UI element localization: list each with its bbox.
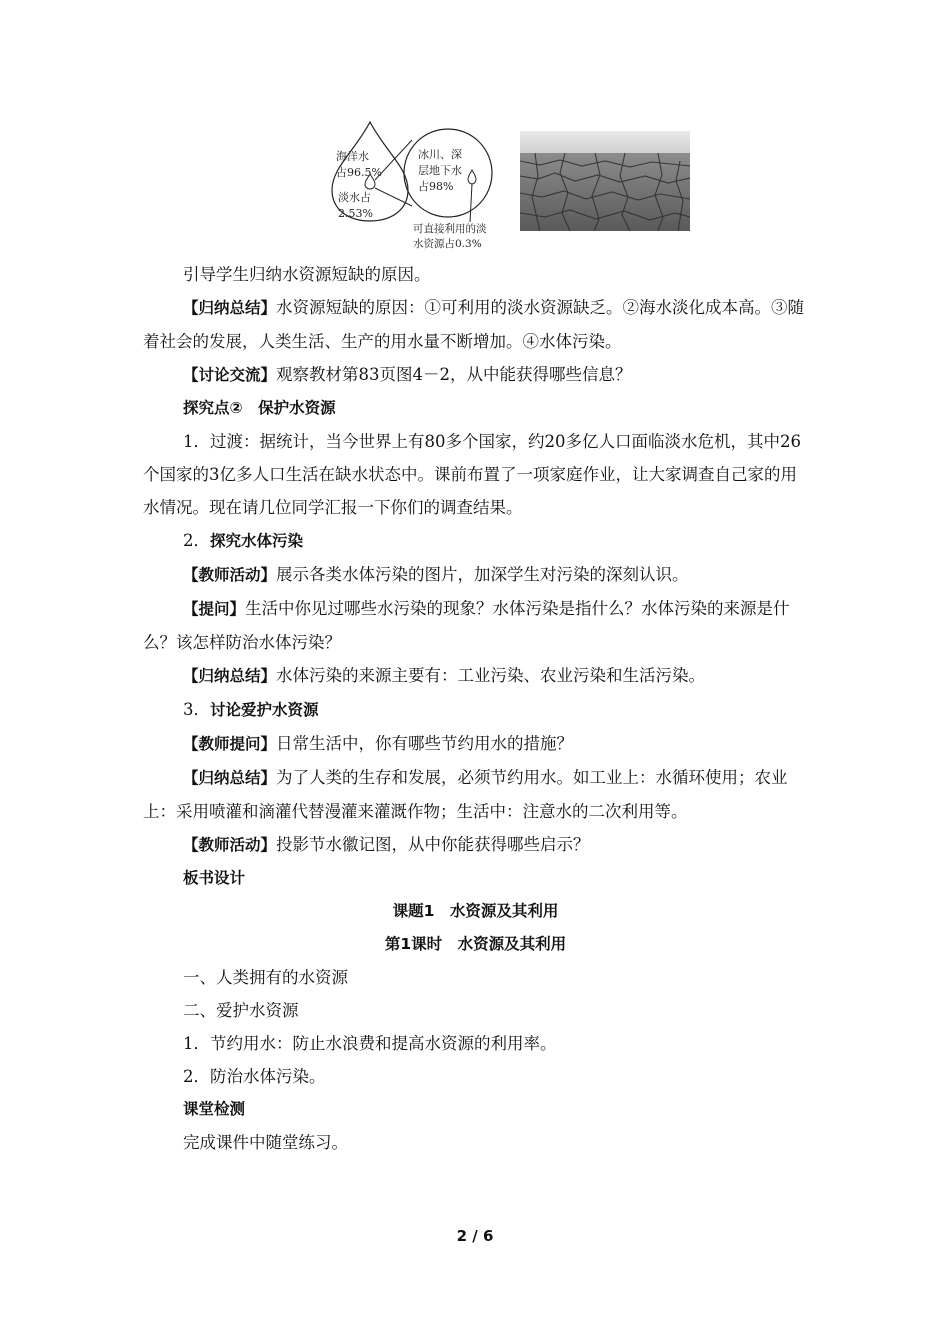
board-item-4: 2．防治水体污染。 (183, 1067, 326, 1086)
paragraph-teacher-activity (143, 558, 808, 592)
subheading-care-water (143, 693, 808, 727)
circle-label-2: 层地下水 (418, 164, 462, 177)
connector-line-bottom (375, 188, 412, 206)
subheading-water-pollution (143, 524, 808, 558)
circle-label-1: 冰川、深 (418, 148, 462, 161)
subheading-number: 3． (183, 700, 210, 719)
paragraph-discussion (143, 358, 808, 392)
tag-label: 【教师提问】 (183, 735, 277, 753)
section-heading-protect-water: 探究点② 保护水资源 (183, 399, 336, 417)
caption-line-2: 水资源占0.3% (413, 238, 482, 250)
subheading-text: 讨论爱护水资源 (210, 701, 319, 719)
section-heading-board-design: 板书设计 (183, 869, 246, 887)
paragraph-class-check: 完成课件中随堂练习。 (183, 1133, 348, 1152)
board-item-2: 二、爱护水资源 (183, 1001, 299, 1020)
circle-label-3: 占98% (418, 180, 454, 193)
subheading-number: 2． (183, 531, 210, 550)
paragraph-text: 水资源短缺的原因：①可利用的淡水资源缺乏。②海水淡化成本高。③随着社会的发展，人类生活、生产的用水量不断增加。④水体污染。 (143, 298, 805, 351)
paragraph-text: 展示各类水体污染的图片，加深学生对污染的深刻认识。 (276, 565, 689, 584)
paragraph-text: 为了人类的生存和发展，必须节约用水。如工业上：水循环使用；农业上：采用喷灌和滴灌代替漫灌来灌溉作物；生活中：注意水的二次利用等。 (143, 768, 788, 821)
drop-small-label-1: 淡水占 (338, 191, 371, 204)
caption-line-1: 可直接利用的淡 (413, 223, 487, 235)
tag-label: 【归纳总结】 (183, 667, 277, 685)
water-distribution-figure (330, 118, 700, 258)
paragraph-summary-shortage (143, 291, 808, 358)
subheading-text: 探究水体污染 (210, 532, 304, 550)
tag-label: 【归纳总结】 (183, 299, 277, 317)
paragraph-text: 日常生活中，你有哪些节约用水的措施？ (276, 734, 574, 753)
paragraph-text: 观察教材第83页图4－2，从中能获得哪些信息？ (276, 365, 632, 384)
drop-small-label-2: 2.53% (338, 207, 373, 220)
paragraph-question (143, 592, 808, 659)
dry-cracked-land-photo (520, 131, 690, 231)
tag-label: 【提问】 (183, 600, 246, 618)
paragraph-guide: 引导学生归纳水资源短缺的原因。 (183, 265, 431, 284)
tag-label: 【教师活动】 (183, 566, 277, 584)
tiny-drop-shape (468, 170, 476, 184)
board-item-1: 一、人类拥有的水资源 (183, 968, 348, 987)
paragraph-summary-saving (143, 761, 808, 828)
section-heading-class-check: 课堂检测 (183, 1100, 246, 1118)
board-title: 课题1 水资源及其利用 (392, 902, 559, 920)
paragraph-teacher-activity-2 (143, 828, 808, 862)
drop-large-label-2: 占96.5% (336, 166, 382, 179)
tag-label: 【归纳总结】 (183, 769, 277, 787)
lesson-body (143, 258, 808, 1159)
paragraph-teacher-question (143, 727, 808, 761)
paragraph-summary-pollution (143, 659, 808, 693)
tag-label: 【讨论交流】 (183, 366, 277, 384)
paragraph-text: 生活中你见过哪些水污染的现象？水体污染是指什么？水体污染的来源是什么？该怎样防治水体污染？ (143, 599, 790, 652)
board-item-3: 1．节约用水：防止水浪费和提高水资源的利用率。 (183, 1034, 557, 1053)
drop-large-label-1: 海洋水 (336, 150, 369, 163)
paragraph-text: 投影节水徽记图，从中你能获得哪些启示？ (276, 835, 590, 854)
paragraph-text: 水体污染的来源主要有：工业污染、农业污染和生活污染。 (276, 666, 706, 685)
tag-label: 【教师活动】 (183, 836, 277, 854)
figure-caption (413, 222, 503, 252)
page-number: 2 / 6 (456, 1227, 494, 1245)
paragraph-transition: 1．过渡：据统计，当今世界上有80多个国家，约20多亿人口面临淡水危机，其中26个国家的3亿多人口生活在缺水状态中。课前布置了一项家庭作业，让大家调查自己家的用水情况。现在请几位同学汇报一下你们的调查结果。 (143, 432, 801, 517)
caption-pointer (470, 184, 472, 222)
board-subtitle: 第1课时 水资源及其利用 (384, 935, 567, 953)
